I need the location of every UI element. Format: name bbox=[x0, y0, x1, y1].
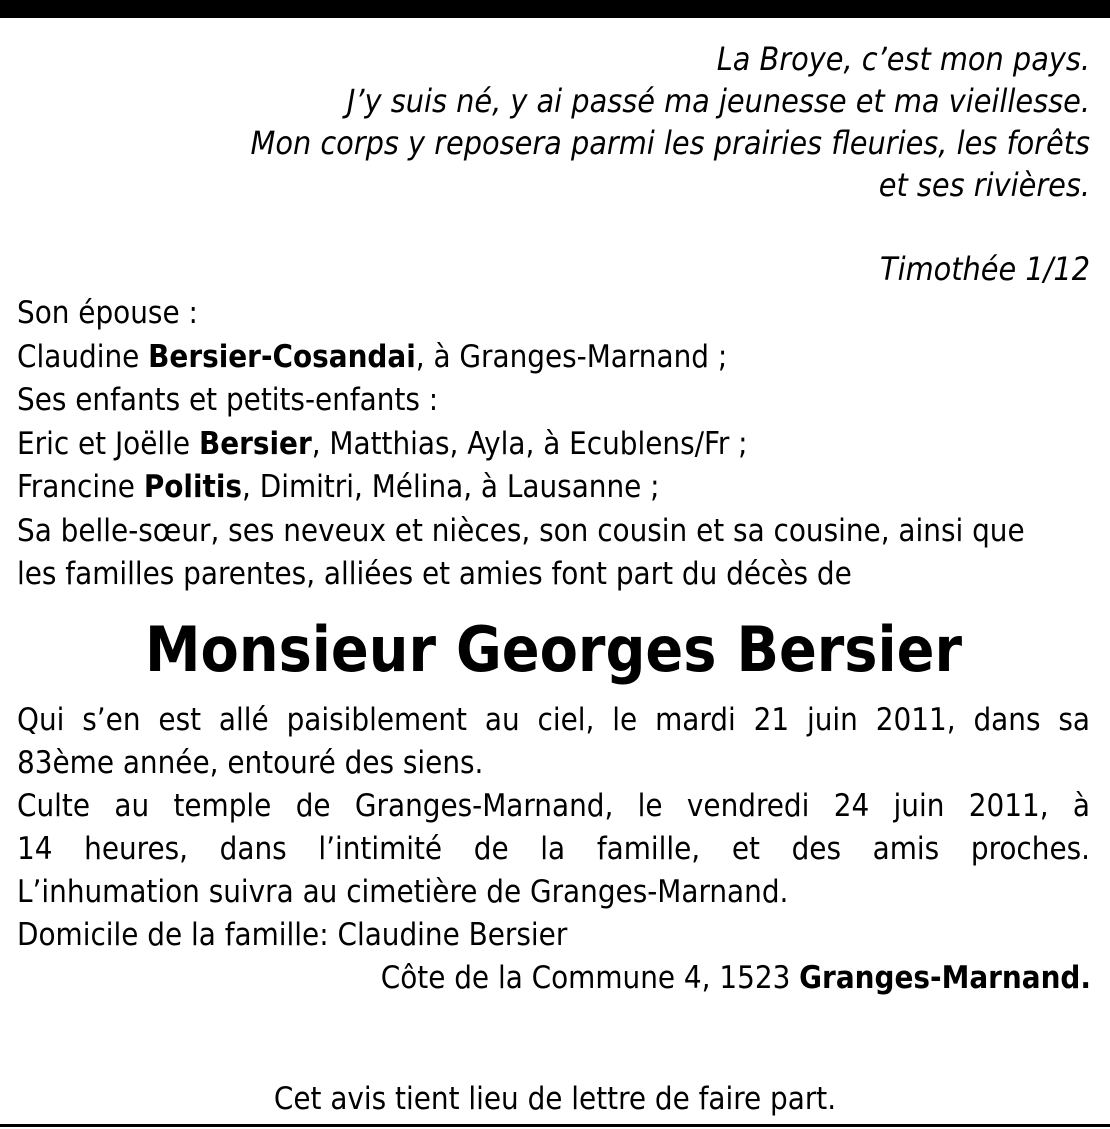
passing-line-1: Qui s’en est allé paisiblement au ciel, le mardi 21 juin 2011, dans sa bbox=[17, 701, 1090, 738]
other-relatives-line-1: Sa belle-sœur, ses neveux et nièces, son cousin et sa cousine, ainsi que bbox=[17, 512, 1025, 549]
address-town: Granges-Marnand. bbox=[799, 959, 1091, 996]
epigraph-poem bbox=[17, 38, 1090, 206]
family-address bbox=[17, 957, 1091, 1000]
burial-line: L’inhumation suivra au cimetière de Granges-Marnand. bbox=[17, 873, 789, 910]
bottom-border-rule bbox=[0, 1124, 1110, 1127]
obituary-notice bbox=[17, 38, 1090, 1000]
address-street: Côte de la Commune 4, 1523 bbox=[380, 959, 800, 996]
child1-details: , Matthias, Ayla, à Ecublens/Fr ; bbox=[311, 425, 748, 462]
notice-details bbox=[17, 699, 1090, 1000]
deceased-name-heading bbox=[17, 612, 1090, 686]
child2-first-name: Francine bbox=[17, 469, 144, 505]
epigraph-line-4: et ses rivières. bbox=[878, 166, 1090, 204]
service-line-2: 14 heures, dans l’intimité de la famille, et des amis proches. bbox=[17, 830, 1090, 867]
deceased-last-name: Bersier bbox=[736, 612, 962, 686]
spouse-entry bbox=[17, 336, 1090, 380]
spouse-label: Son épouse : bbox=[17, 295, 198, 331]
child1-surname: Bersier bbox=[198, 425, 312, 462]
epigraph-line-3: Mon corps y reposera parmi les prairies fleuries, les forêts bbox=[250, 124, 1090, 162]
child2-details: , Dimitri, Mélina, à Lausanne ; bbox=[242, 469, 660, 505]
spouse-location: , à Granges-Marnand ; bbox=[415, 338, 728, 375]
children-label: Ses enfants et petits-enfants : bbox=[17, 382, 439, 418]
child1-first-names: Eric et Joëlle bbox=[17, 425, 199, 462]
deceased-title: Monsieur bbox=[145, 612, 436, 686]
child-entry-1 bbox=[17, 423, 1090, 467]
epigraph-reference: Timothée 1/12 bbox=[880, 250, 1090, 288]
passing-line-2: 83ème année, entouré des siens. bbox=[17, 744, 484, 781]
epigraph-line-1: La Broye, c’est mon pays. bbox=[716, 40, 1090, 78]
top-border-rule bbox=[0, 0, 1110, 18]
service-line-1: Culte au temple de Granges-Marnand, le vendredi 24 juin 2011, à bbox=[17, 787, 1090, 824]
family-domicile: Domicile de la famille: Claudine Bersier bbox=[17, 916, 568, 953]
other-relatives-line-2: les familles parentes, alliées et amies font part du décès de bbox=[17, 556, 852, 592]
epigraph-line-2: J’y suis né, y ai passé ma jeunesse et ma vieillesse. bbox=[346, 82, 1090, 120]
deceased-first-name: Georges bbox=[455, 612, 717, 686]
footer-note: Cet avis tient lieu de lettre de faire part. bbox=[273, 1081, 837, 1117]
spouse-surname: Bersier-Cosandai bbox=[148, 338, 416, 375]
family-announcement bbox=[17, 292, 1090, 597]
child2-surname: Politis bbox=[143, 469, 243, 505]
child-entry-2 bbox=[17, 466, 1090, 510]
spouse-first-name: Claudine bbox=[17, 338, 149, 375]
